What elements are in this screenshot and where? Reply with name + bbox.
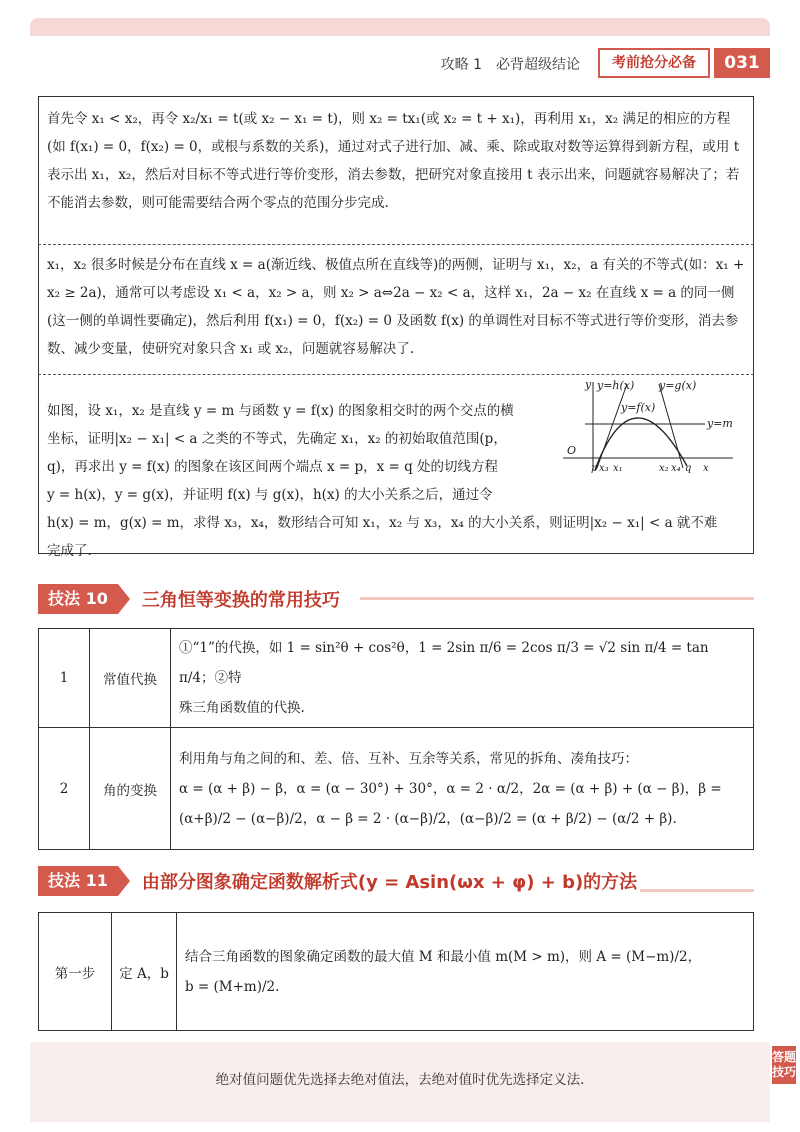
side-tab: 答题技巧 [772,1046,796,1084]
tangent-line-6: 完成了. [47,543,92,559]
method-symmetry-paragraph: x₁，x₂ 很多时候是分布在直线 x = a(渐近线、极值点所在直线等)的两侧，证明与 x₁，x₂，a 有关的不等式(如：x₁ + x₂ ≥ 2a)，通常可以考虑设 x₁ < a，x₂ > a，则 x₂ > a⇔2a − x₂ < a，这样 x₁，2a − x₂ 在直线 x = a 的同一侧(这一侧的单调性要确定)，然后利用 f(x₁) = 0，f(x₂) = 0 及函数 f(x) 的单调性对目标不等式进行等价变形，消去参数、减少变量，使研究对象只含 x₁ 或 x₂，问题就容易解决了. [47,257,745,357]
table-row [39,728,754,850]
page-header [30,40,770,80]
footer-tip: 绝对值问题优先选择去绝对值法，去绝对值时优先选择定义法. [215,1072,585,1088]
table-row [39,629,754,728]
label-x: x [703,463,709,474]
row-technique: 常值代换 [90,629,171,728]
chevron-right-icon [118,866,130,896]
row-content [177,913,754,1031]
row-step: 第一步 [39,913,112,1031]
tangent-line-2: 坐标，证明|x₂ − x₁| < a 之类的不等式，先确定 x₁，x₂ 的初始取值范围(p， [47,431,507,447]
label-y: y [585,378,592,391]
label-x3: x₃ [599,463,609,474]
footer-tip-band [30,1042,770,1122]
label-x1: x₁ [613,463,623,474]
label-q: q [685,463,692,474]
content-line: 殊三角函数值的代换. [179,700,305,716]
conclusion-box [38,96,754,559]
method-ratio-paragraph: 首先令 x₁ < x₂，再令 x₂/x₁ = t(或 x₂ − x₁ = t)，则 x₂ = tx₁(或 x₂ = t + x₁)，再利用 x₁，x₂ 满足的相应的方程(如 f(x₁) = 0，f(x₂) = 0，或根与系数的关系)，通过对式子进行加、减、乘、除或取对数等运算得到新方程，或用 t 表示出 x₁，x₂，然后对目标不等式进行等价变形，消去参数，把研究对象直接用 t 表示出来，问题就容易解决了；若不能消去参数，则可能需要结合两个零点的范围分步完成. [47,111,740,211]
row-number: 2 [39,728,90,850]
section-11-heading [38,866,637,896]
section-10-table [38,628,754,850]
section-underline [360,597,754,600]
row-number: 1 [39,629,90,728]
label-g: y=g(x) [659,379,697,392]
dashed-divider [38,244,754,245]
row-technique: 角的变换 [90,728,171,850]
tangent-line-5: h(x) = m，g(x) = m，求得 x₃，x₄，数形结合可知 x₁，x₂ 与 x₃，x₄ 的大小关系，则证明|x₂ − x₁| < a 就不难 [47,515,718,531]
label-f: y=f(x) [621,401,656,414]
label-h: y=h(x) [597,379,635,392]
label-m: y=m [707,417,733,430]
section-10-title: 三角恒等变换的常用技巧 [141,590,340,611]
function-tangent-figure [555,378,747,478]
content-line: 结合三角函数的图象确定函数的最大值 M 和最小值 m(M > m)，则 A = (M−m)/2， [185,948,702,965]
page-number: 031 [714,48,770,78]
content-line: (α+β)/2 − (α−β)/2，α − β = 2 · (α−β)/2，(α−β)/2 = (α + β/2) − (α/2 + β). [179,810,677,827]
row-content [171,629,754,728]
content-line: b = (M+m)/2. [185,978,280,995]
content-line: 利用角与角之间的和、差、倍、互补、互余等关系，常见的拆角、凑角技巧： [179,750,638,767]
table-row [39,913,754,1031]
tangent-line-1: 如图，设 x₁，x₂ 是直线 y = m 与函数 y = f(x) 的图象相交时的两个交点的横 [47,403,514,419]
top-band [30,18,770,36]
section-10-heading [38,584,340,614]
tangent-line-4: y = h(x)，y = g(x)，并证明 f(x) 与 g(x)，h(x) 的大小关系之后，通过令 [47,487,493,503]
content-line: ①“1”的代换，如 1 = sin²θ + cos²θ，1 = 2sin π/6 = 2cos π/3 = √2 sin π/4 = tan π/4；②特 [179,640,709,686]
header-tag: 考前抢分必备 [598,48,710,78]
label-origin: O [567,444,577,457]
content-line: α = (α + β) − β，α = (α − 30°) + 30°，α = 2 · α/2，2α = (α + β) + (α − β)，β = [179,780,722,797]
row-content [171,728,754,850]
section-11-table [38,912,754,1031]
row-technique: 定 A，b [112,913,177,1031]
tangent-g [659,384,683,468]
breadcrumb: 攻略 1 必背超级结论 [440,57,580,73]
section-11-tag: 技法 11 [38,866,118,896]
tangent-line-3: q)，再求出 y = f(x) 的图象在该区间两个端点 x = p，x = q 处的切线方程 [47,459,499,475]
label-x4: x₄ [671,463,681,474]
chevron-right-icon [118,584,130,614]
dashed-divider [38,374,754,375]
tangent-h [597,384,627,468]
section-11-title: 由部分图象确定函数解析式(y = Asin(ωx + φ) + b)的方法 [141,872,638,893]
label-p: p [591,463,598,474]
label-x2: x₂ [659,463,669,474]
section-underline [640,889,754,892]
method-tangent-paragraph [47,397,567,509]
section-10-tag: 技法 10 [38,584,118,614]
